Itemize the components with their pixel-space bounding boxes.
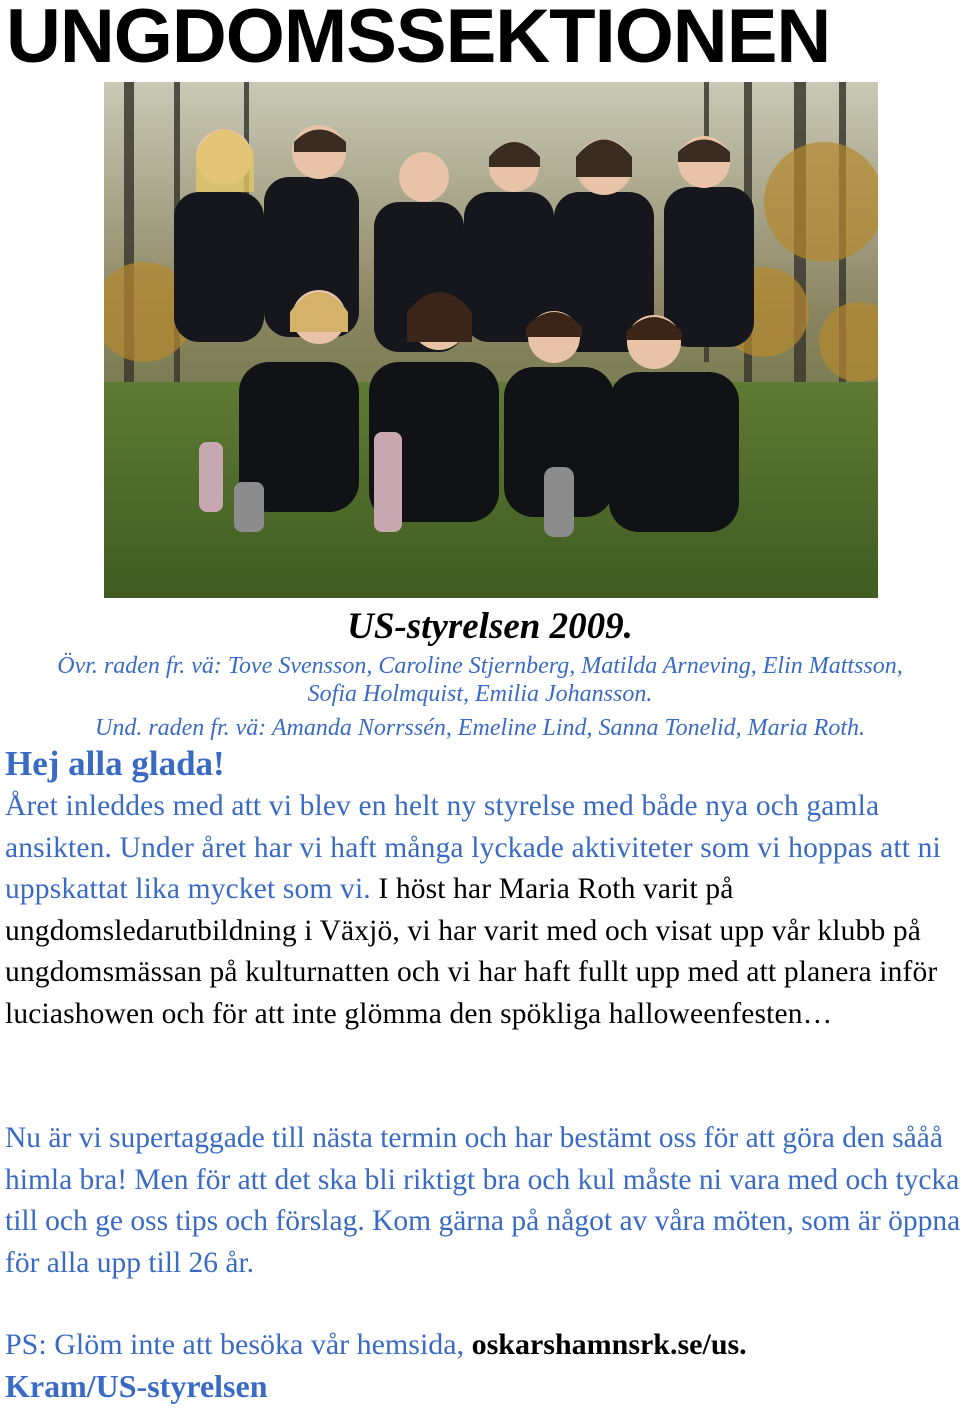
ps-line xyxy=(5,1325,747,1365)
page-title: UNGDOMSSEKTIONEN xyxy=(6,0,831,79)
signature: Kram/US-styrelsen xyxy=(5,1368,268,1404)
ps-text: PS: Glöm inte att besöka vår hemsida, xyxy=(5,1328,472,1361)
caption-line: Und. raden fr. vä: Amanda Norrssén, Emeline Lind, Sanna Tonelid, Maria Roth. xyxy=(94,715,865,741)
group-photo-illustration xyxy=(104,82,878,598)
website-link[interactable]: oskarshamnsrk.se/us. xyxy=(471,1328,747,1361)
paragraph-1-body: I höst har Maria Roth varit på ungdomsledarutbildning i Växjö, vi har varit med och visat upp vår klubb på ungdomsmässan på kulturnatten och vi har haft fullt upp med att planera inför luciashowen och för att inte glömma den spökliga halloweenfesten… xyxy=(5,873,938,1030)
paragraph-1 xyxy=(5,786,960,1035)
caption-title: US-styrelsen 2009. xyxy=(347,606,633,647)
greeting-heading: Hej alla glada! xyxy=(5,744,225,783)
paragraph-2: Nu är vi supertaggade till nästa termin och har bestämt oss för att göra den sååå himla bra! Men för att det ska bli riktigt bra och kul måste ni vara med och tycka till och ge oss tips och förslag. Kom gärna på något av våra möten, som är öppna för alla upp till 26 år. xyxy=(5,1122,960,1279)
caption-line: Övr. raden fr. vä: Tove Svensson, Caroline Stjernberg, Matilda Arneving, Elin Mattsson, xyxy=(57,653,903,679)
caption-line: Sofia Holmquist, Emilia Johansson. xyxy=(307,681,653,707)
paragraph-1-intro: Året inleddes med att vi blev en helt ny styrelse med både nya och gamla ansikten. Under året har vi haft många lyckade aktiviteter som vi hoppas att ni uppskattat lika mycket som vi. xyxy=(5,790,941,905)
group-photo xyxy=(104,82,878,598)
